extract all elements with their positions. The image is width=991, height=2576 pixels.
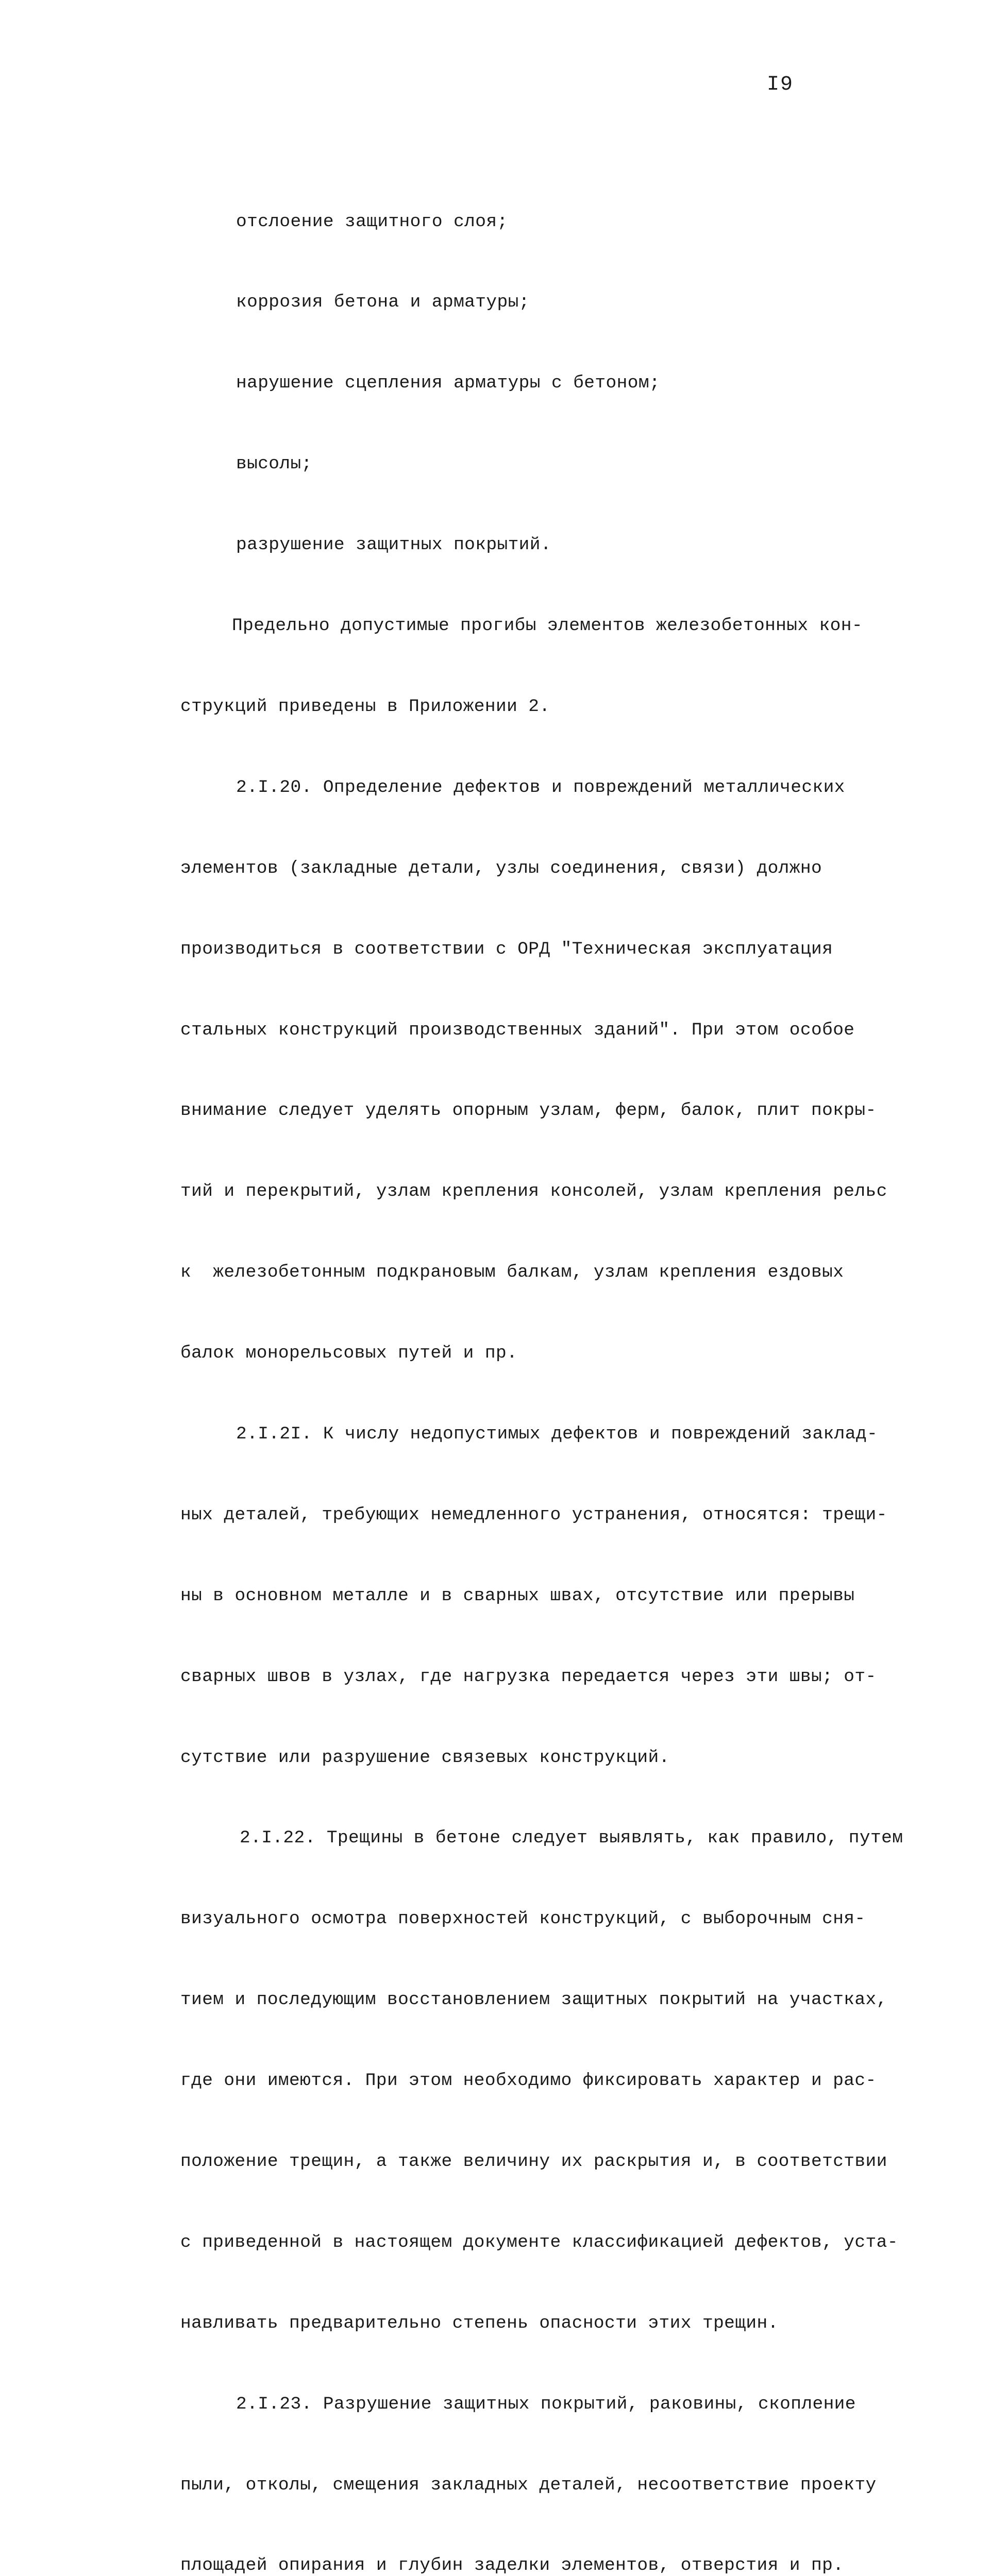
text-line: разрушение защитных покрытий.: [236, 535, 551, 555]
page-number: I9: [767, 73, 794, 96]
text-line: внимание следует уделять опорным узлам, ферм, балок, плит покры-: [180, 1100, 877, 1121]
text-line: 2.I.23. Разрушение защитных покрытий, раковины, скопление: [236, 2394, 856, 2414]
text-line: нарушение сцепления арматуры с бетоном;: [236, 373, 661, 394]
text-line: элементов (закладные детали, узлы соединения, связи) должно: [180, 858, 822, 878]
text-line: площадей опирания и глубин заделки элементов, отверстия и пр.: [180, 2555, 844, 2576]
text-line: Предельно допустимые прогибы элементов железобетонных кон-: [232, 616, 863, 636]
text-line: сутствие или разрушение связевых конструкций.: [180, 1747, 670, 1768]
text-line: тий и перекрытий, узлам крепления консолей, узлам крепления рельс: [180, 1181, 887, 1202]
text-line: отслоение защитного слоя;: [236, 211, 508, 232]
text-line: где они имеются. При этом необходимо фиксировать характер и рас-: [180, 2071, 877, 2091]
text-line: с приведенной в настоящем документе классификацией дефектов, уста-: [180, 2232, 898, 2252]
text-line: положение трещин, а также величину их раскрытия и, в соответствии: [180, 2151, 887, 2172]
text-line: к железобетонным подкрановым балкам, узлам крепления ездовых: [180, 1262, 844, 1283]
text-line: 2.I.22. Трещины в бетоне следует выявлять, как правило, путем: [240, 1828, 903, 1849]
text-line: высолы;: [236, 454, 312, 474]
text-line: стальных конструкций производственных зданий". При этом особое: [180, 1020, 855, 1040]
text-line: пыли, отколы, смещения закладных деталей, несоответствие проекту: [180, 2475, 877, 2495]
text-line: ных деталей, требующих немедленного устранения, относятся: трещи-: [180, 1504, 887, 1525]
text-line: производиться в соответствии с ОРД "Техническая эксплуатация: [180, 939, 833, 959]
text-line: 2.I.20. Определение дефектов и повреждений металлических: [236, 777, 845, 798]
text-line: навливать предварительно степень опасности этих трещин.: [180, 2313, 779, 2333]
text-line: 2.I.2I. К числу недопустимых дефектов и повреждений заклад-: [236, 1423, 878, 1444]
text-line: тием и последующим восстановлением защитных покрытий на участках,: [180, 1990, 887, 2010]
text-line: сварных швов в узлах, где нагрузка передается через эти швы; от-: [180, 1666, 877, 1687]
page-body: [180, 155, 912, 2576]
text-line: визуального осмотра поверхностей конструкций, с выборочным сня-: [180, 1909, 866, 1929]
text-line: ны в основном металле и в сварных швах, отсутствие или прерывы: [180, 1585, 855, 1606]
text-line: коррозия бетона и арматуры;: [236, 292, 530, 313]
text-line: струкций приведены в Приложении 2.: [180, 696, 550, 717]
text-line: балок монорельсовых путей и пр.: [180, 1343, 518, 1364]
